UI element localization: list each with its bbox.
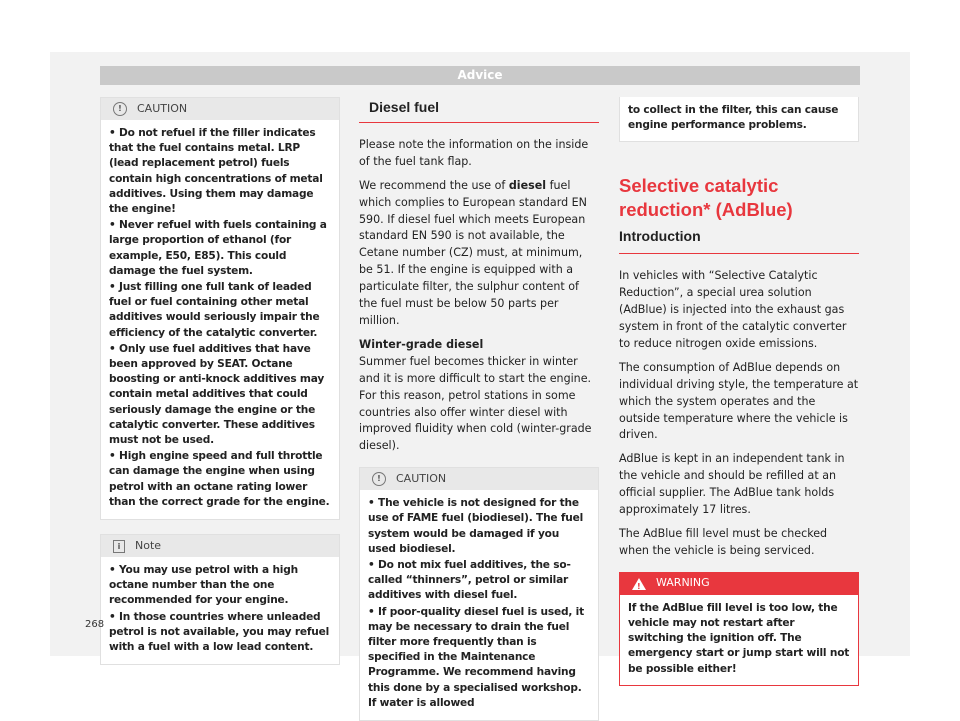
note-item: • In those countries where unleaded petrol is not available, you may refuel with a fuel with a low lead content. [109, 610, 330, 654]
warning-box [619, 572, 859, 686]
warning-triangle-icon [632, 578, 646, 590]
subheading-winter-diesel: Winter-grade diesel [359, 337, 484, 351]
caution-body [101, 120, 339, 519]
caution-continued-text: to collect in the filter, this can cause engine performance problems. [628, 104, 839, 132]
caution-item: • Just filling one full tank of leaded fuel or fuel containing other metal additives would seriously impair the efficiency of the catalytic converter. [109, 281, 320, 339]
paragraph [359, 178, 599, 330]
adblue-text [619, 268, 859, 560]
note-box [100, 534, 340, 665]
warning-text: If the AdBlue fill level is too low, the vehicle may not restart after switching the ignition off. The emergency start or jump start will not be possible either! [628, 601, 850, 675]
caution-header [101, 98, 339, 120]
caution-box-diesel [359, 467, 599, 721]
caution-item: • The vehicle is not designed for the use of FAME fuel (biodiesel). The fuel system would be damaged if you used biodiesel. [368, 497, 584, 555]
paragraph: The AdBlue fill level must be checked when the vehicle is being serviced. [619, 527, 828, 557]
caution-item: • Do not refuel if the filler indicates that the fuel contains metal. LRP (lead replacement petrol) fuels contain high concentrations of metal additives. Using them may damage the engine! [109, 127, 323, 216]
caution-icon: ! [372, 472, 386, 486]
note-item: • You may use petrol with a high octane number than the one recommended for your engine. [109, 564, 298, 607]
paragraph: Please note the information on the inside of the fuel tank flap. [359, 137, 589, 168]
column-middle [359, 97, 599, 721]
caution-label: CAUTION [137, 101, 188, 115]
note-label: Note [135, 538, 162, 552]
caution-header [360, 468, 598, 490]
diesel-text [359, 137, 599, 455]
note-icon: i [113, 540, 125, 553]
caution-item: • Only use fuel additives that have been approved by SEAT. Octane boosting or anti-knock additives may contain metal additives that could seriously damage the engine or the catalytic converter. These additives must not be used. [109, 342, 325, 447]
warning-label: WARNING [656, 576, 710, 590]
caution-item: • If poor-quality diesel fuel is used, it may be necessary to drain the fuel filter more frequently than is specified in the Maintenance Programme. We recommend having this done by a specialised workshop. If water is allowed [368, 605, 584, 709]
caution-box-continued [619, 97, 859, 142]
caution-item: • High engine speed and full throttle can damage the engine when using petrol with an octane rating lower than the correct grade for the engine. [109, 450, 330, 508]
section-title-introduction: Introduction [619, 222, 859, 254]
note-header [101, 535, 339, 557]
page-header: Advice [100, 66, 860, 85]
caution-body [620, 97, 858, 141]
caution-box [100, 97, 340, 520]
paragraph: Summer fuel becomes thicker in winter and it is more difficult to start the engine. For this reason, petrol stations in some countries also offer winter diesel with improved fluidity when cold (winter-grade diesel). [359, 354, 592, 453]
text-span: fuel which complies to European standard EN 590. If diesel fuel which meets European standard EN 590 is not available, the Cetane number (CZ) must, at minimum, be 51. If the engine is equipped with a particulate filter, the sulphur content of the fuel must be below 50 parts per million. [359, 178, 587, 327]
caution-icon: ! [113, 102, 127, 116]
warning-header [620, 573, 858, 595]
paragraph: AdBlue is kept in an independent tank in the vehicle and should be refilled at an official supplier. The AdBlue tank holds approximately 17 litres. [619, 452, 845, 517]
chapter-title-adblue: Selective catalytic reduction* (AdBlue) [619, 175, 793, 221]
note-body [101, 557, 339, 664]
text-span: We recommend the use of [359, 178, 509, 192]
adblue-section [619, 174, 859, 254]
paragraph: The consumption of AdBlue depends on individual driving style, the temperature at which the system operates and the outside temperature where the vehicle is driven. [619, 360, 859, 442]
caution-label: CAUTION [396, 471, 447, 485]
bold-term: diesel [508, 178, 547, 192]
caution-body [360, 490, 598, 720]
page-number: 268 [85, 619, 105, 630]
caution-item: • Do not mix fuel additives, the so-called “thinners”, petrol or similar additives with diesel fuel. [368, 559, 571, 602]
warning-body [620, 595, 858, 685]
column-left [100, 97, 340, 665]
section-title-diesel: Diesel fuel [359, 97, 599, 123]
caution-item: • Never refuel with fuels containing a large proportion of ethanol (for example, E50, E85). This could damage the fuel system. [109, 219, 327, 277]
paragraph: In vehicles with “Selective Catalytic Reduction”, a special urea solution (AdBlue) is injected into the exhaust gas system in front of the catalytic converter to reduce nitrogen oxide emissions. [619, 269, 847, 350]
column-right [619, 97, 859, 686]
